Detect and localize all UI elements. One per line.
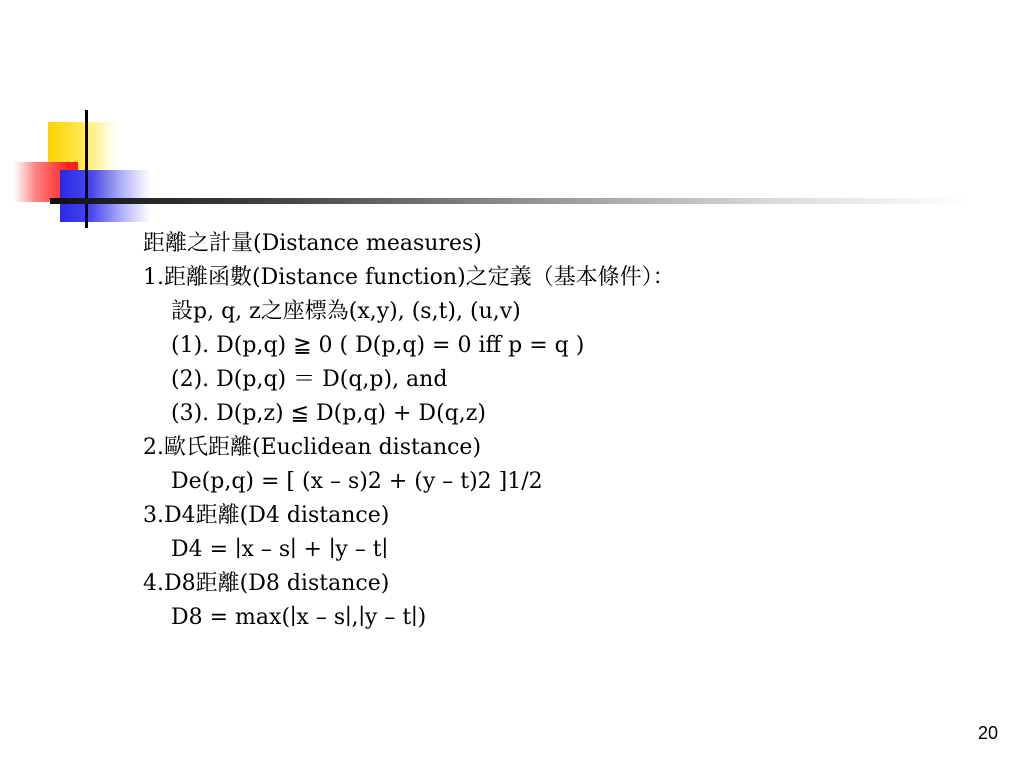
item-1-heading: 1.距離函數(Distance function)之定義（基本條件）：	[143, 265, 675, 290]
item-1-condition-2: (2). D(p,q) ＝ D(q,p), and	[171, 367, 448, 392]
section-heading: 距離之計量(Distance measures)	[143, 231, 482, 256]
item-1-coordinates: 設p, q, z之座標為(x,y), (s,t), (u,v)	[171, 299, 521, 324]
item-1-condition-1: (1). D(p,q) ≧ 0 ( D(p,q) = 0 iff p = q )	[171, 333, 585, 358]
decor-blue-square	[60, 170, 150, 222]
slide-body	[143, 227, 963, 635]
page-number: 20	[977, 723, 998, 743]
title-divider-line	[50, 198, 970, 204]
decor-vertical-line	[85, 110, 88, 228]
item-4-formula: D8 = max(∣x – s∣,∣y – t∣)	[171, 605, 427, 630]
item-2-formula: De(p,q) = [ (x – s)2 + (y – t)2 ]1/2	[171, 469, 543, 494]
item-4-heading: 4.D8距離(D8 distance)	[143, 571, 390, 596]
item-3-heading: 3.D4距離(D4 distance)	[143, 503, 390, 528]
item-3-formula: D4 = ∣x – s∣ + ∣y – t∣	[171, 537, 389, 562]
item-2-heading: 2.歐氏距離(Euclidean distance)	[143, 435, 482, 460]
item-1-condition-3: (3). D(p,z) ≦ D(p,q) + D(q,z)	[171, 401, 486, 426]
